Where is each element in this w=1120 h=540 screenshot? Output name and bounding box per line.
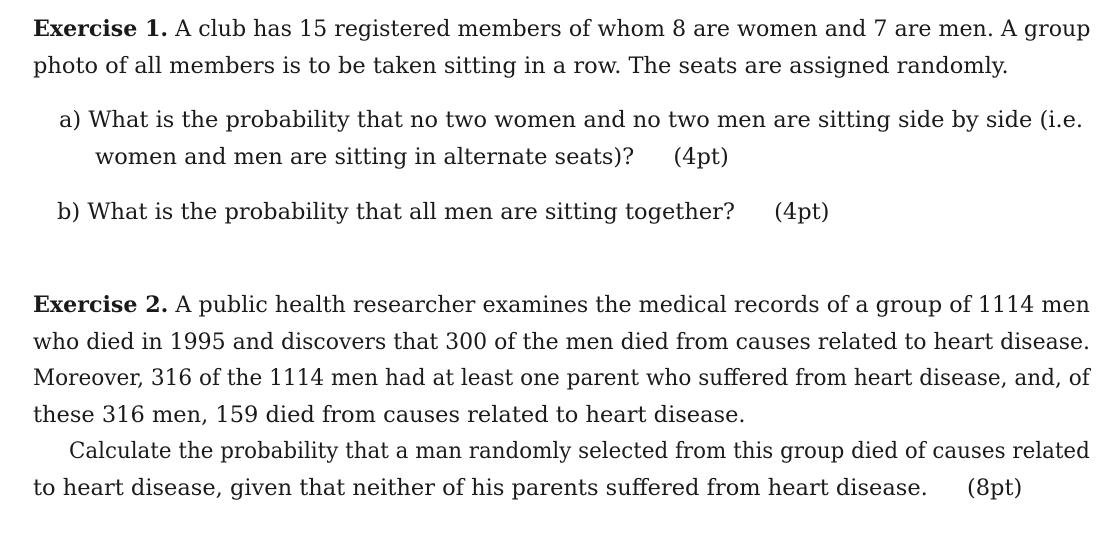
part-a-text-1: What is the probability that no two women and no two men are sitting side by side (i.e. xyxy=(88,107,1084,133)
part-a-text-2: women and men are sitting in alternate seats)? xyxy=(95,144,635,170)
exercise-1-intro-text-2: photo of all members is to be taken sitting in a row. The seats are assigned randomly. xyxy=(33,53,1009,79)
exercise-2-line-3 xyxy=(33,367,1090,390)
part-b-points: (4pt) xyxy=(774,199,830,225)
exercise-2-line-2 xyxy=(33,331,1090,354)
exercise-2-line-5 xyxy=(69,440,1090,463)
exercise-1-intro-text-1: A club has 15 registered members of whom 8 are women and 7 are men. A group xyxy=(175,16,1091,42)
exercise-2-line-6 xyxy=(33,477,1022,500)
exercise-1-line-1 xyxy=(33,18,1090,41)
exercise-2-heading: Exercise 2. xyxy=(33,292,169,318)
part-b-label: b) xyxy=(57,199,81,225)
exercise-2-text-3: Moreover, 316 of the 1114 men had at least one parent who suffered from heart disease, and, of xyxy=(33,365,1090,391)
exercise-2-text-6: to heart disease, given that neither of his parents suffered from heart disease. xyxy=(33,475,928,501)
exercise-1-part-a-line-1 xyxy=(59,109,1083,132)
exercise-1-part-a-line-2 xyxy=(95,146,729,169)
exercise-2-text-5: Calculate the probability that a man randomly selected from this group died of causes related xyxy=(69,438,1090,464)
exercise-2-text-1: A public health researcher examines the medical records of a group of 1114 men xyxy=(175,292,1090,318)
part-a-label: a) xyxy=(59,107,82,133)
exercise-2-line-1 xyxy=(33,294,1090,317)
exercise-2-line-4 xyxy=(33,404,746,427)
exercise-2-points: (8pt) xyxy=(966,475,1023,501)
exercise-1-heading: Exercise 1. xyxy=(33,16,169,42)
exercise-2-text-2: who died in 1995 and discovers that 300 of the men died from causes related to heart disease. xyxy=(33,329,1091,355)
exercise-1-part-b-line xyxy=(57,201,829,224)
exercise-1-line-2 xyxy=(33,55,1009,78)
part-b-text: What is the probability that all men are sitting together? xyxy=(87,199,735,225)
part-a-points: (4pt) xyxy=(673,144,729,170)
exercise-2-text-4: these 316 men, 159 died from causes related to heart disease. xyxy=(33,402,746,428)
